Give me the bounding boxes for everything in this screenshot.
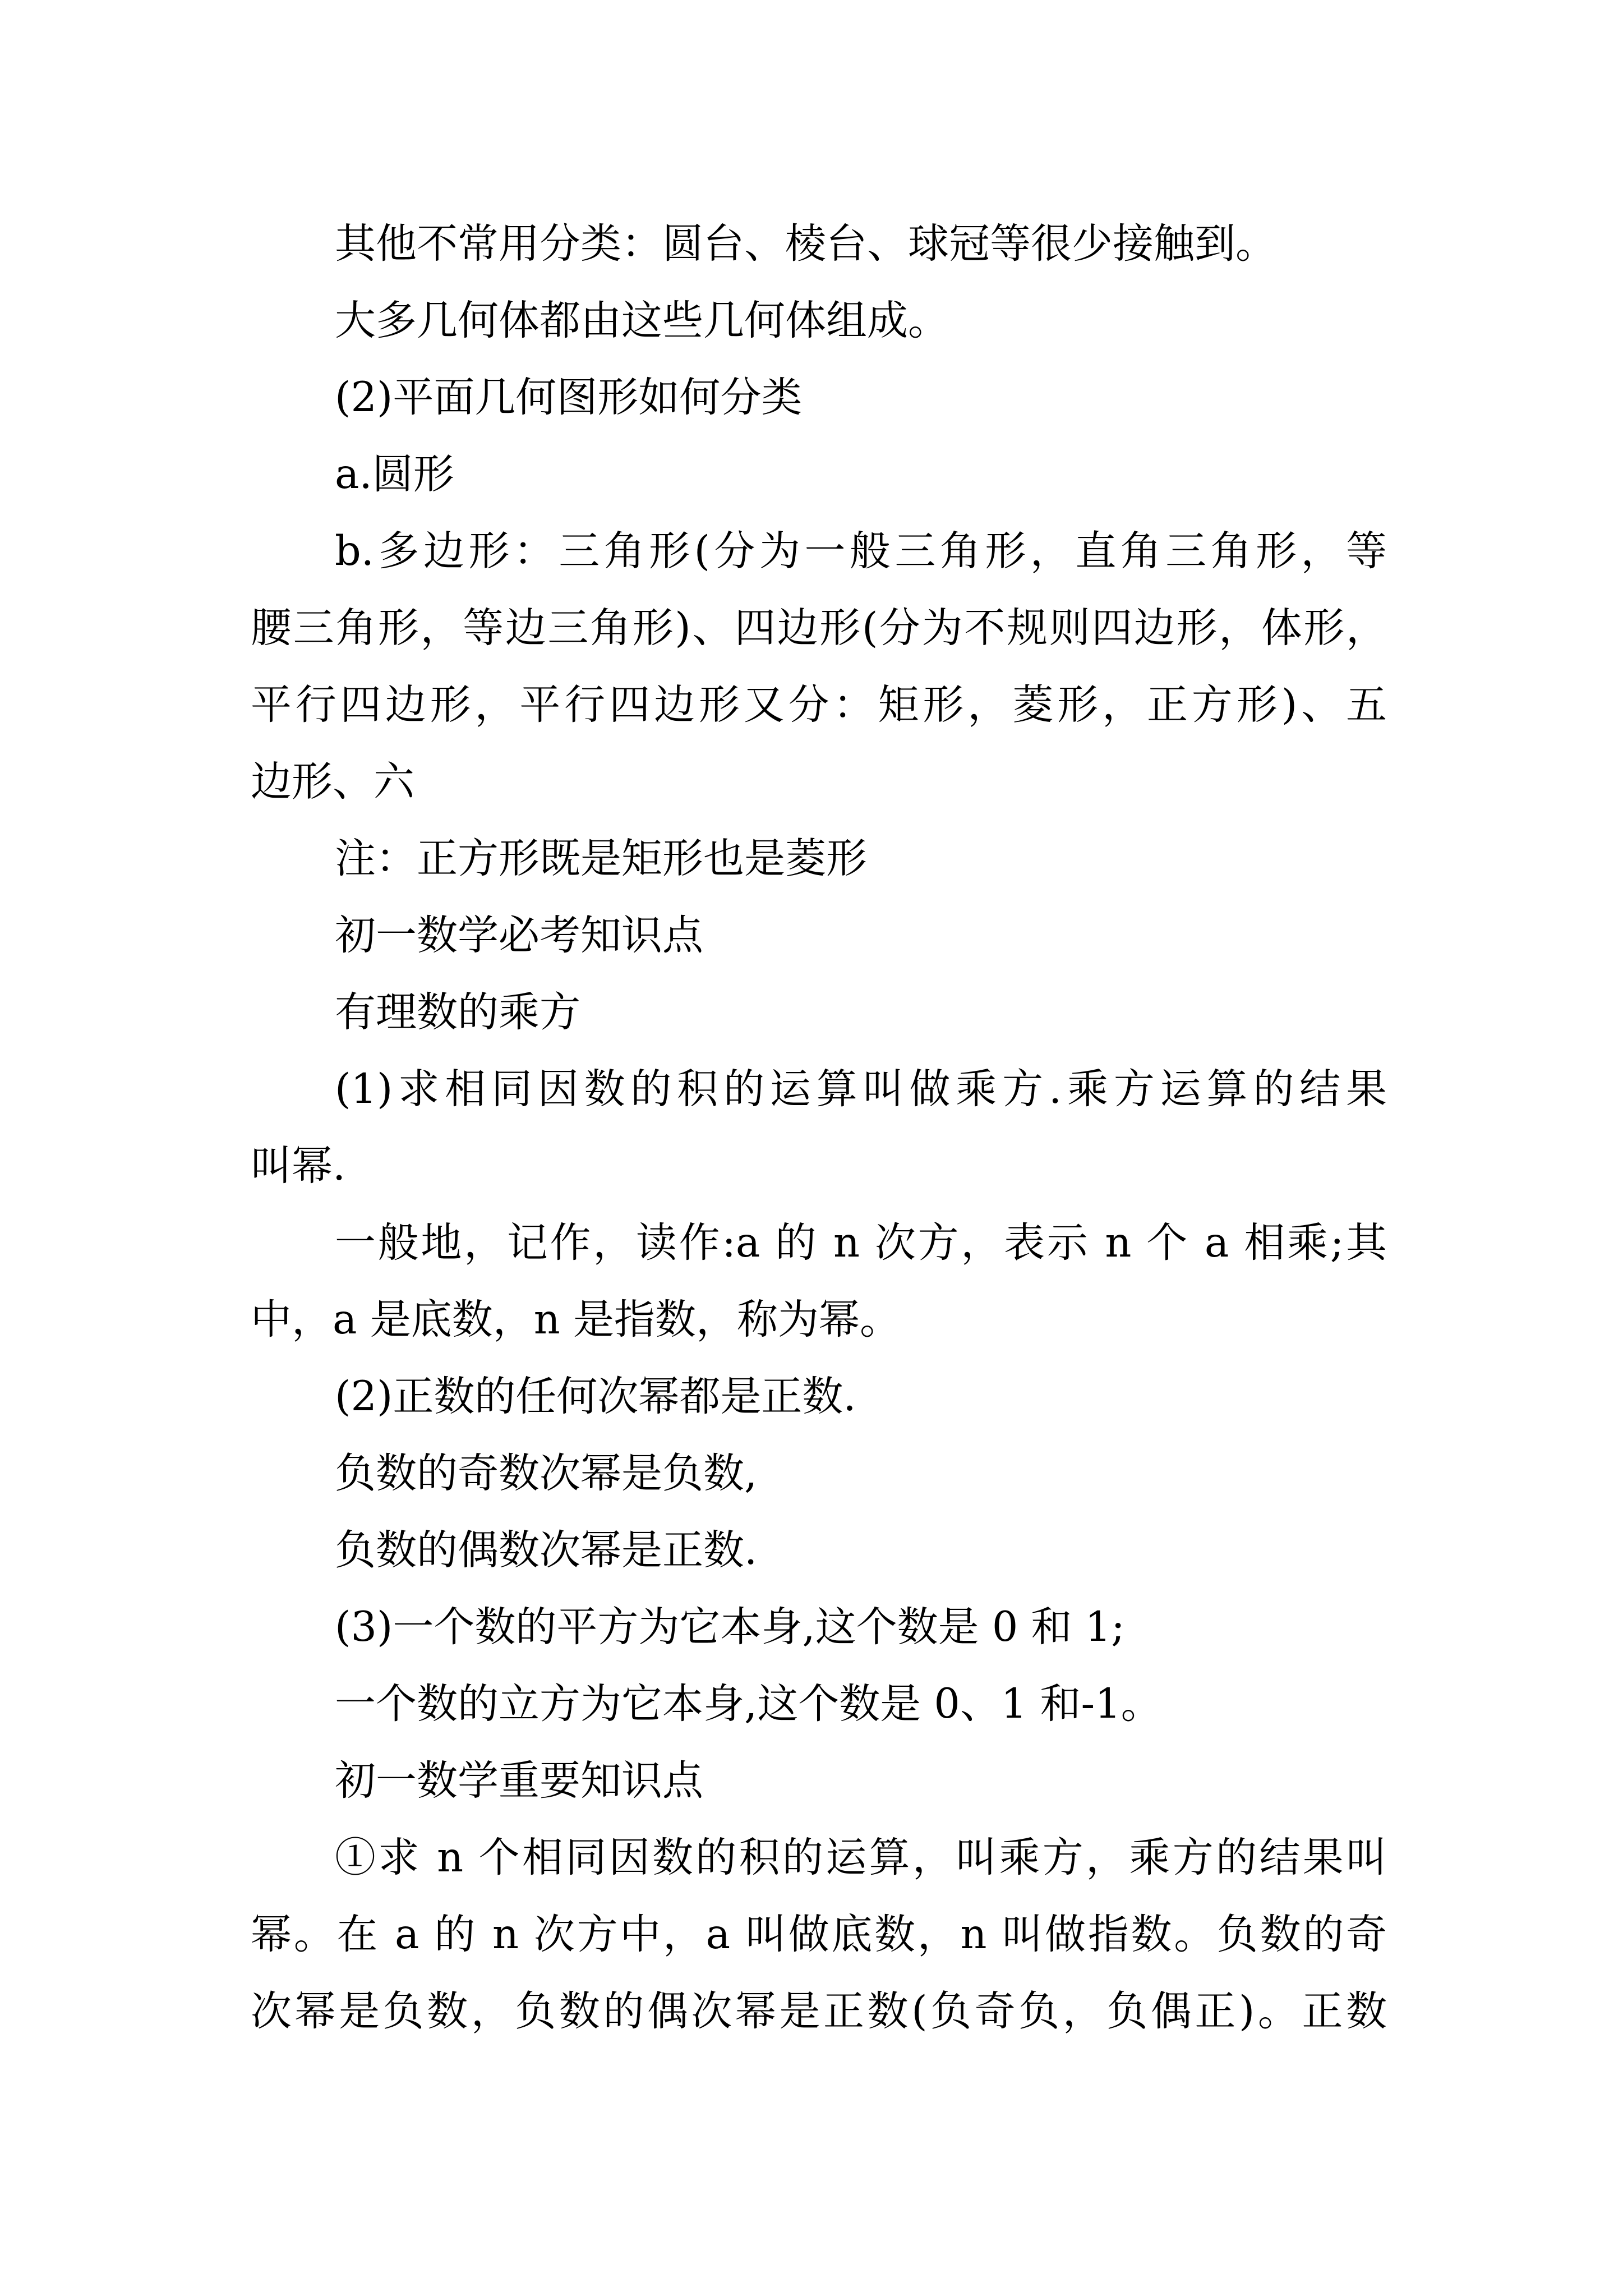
section-heading [251,897,1387,974]
text-line: 中，a 是底数，n 是指数，称为幂。 [251,1296,901,1343]
text-line: 一般地，记作，读作:a 的 n 次方，表示 n 个 a 相乘;其 [335,1219,1387,1267]
section-heading [251,1742,1387,1819]
paragraph [251,1512,1387,1589]
text-line: (2)平面几何图形如何分类 [335,374,803,421]
text-line: b.多边形：三角形(分为一般三角形，直角三角形，等 [335,527,1387,575]
paragraph [251,1358,1387,1435]
text-line: ①求 n 个相同因数的积的运算，叫乘方，乘方的结果叫 [335,1834,1387,1881]
text-line: 注：正方形既是矩形也是菱形 [335,835,867,882]
document-body [251,205,1387,2050]
subsection-heading [251,974,1387,1051]
text-line: (3)一个数的平方为它本身,这个数是 0 和 1; [335,1603,1125,1651]
text-line: 幂。在 a 的 n 次方中，a 叫做底数，n 叫做指数。负数的奇 [251,1911,1387,1958]
text-line: a.圆形 [335,450,454,498]
paragraph [251,1435,1387,1512]
text-line: 负数的奇数次幂是负数, [335,1450,758,1497]
text-line: 平行四边形，平行四边形又分：矩形，菱形，正方形)、五 [251,681,1387,729]
paragraph [251,1589,1387,1665]
paragraph [251,1051,1387,1204]
text-line: 初一数学必考知识点 [335,912,703,959]
text-line: (1)求相同因数的积的运算叫做乘方.乘方运算的结果 [335,1065,1387,1113]
text-line: 负数的偶数次幂是正数. [335,1526,758,1574]
text-line: 叫幂. [251,1142,346,1190]
text-line: 有理数的乘方 [335,988,580,1036]
text-line: 次幂是负数，负数的偶次幂是正数(负奇负，负偶正)。正数 [251,1987,1387,2035]
text-line: 边形、六 [251,758,414,806]
text-line: 大多几何体都由这些几何体组成。 [335,297,949,344]
paragraph [251,436,1387,513]
paragraph [251,1819,1387,2050]
text-line: 一个数的立方为它本身,这个数是 0、1 和-1。 [335,1680,1162,1728]
paragraph [251,282,1387,359]
paragraph [251,820,1387,897]
paragraph [251,1665,1387,1742]
paragraph [251,1204,1387,1358]
paragraph [251,205,1387,282]
text-line: 初一数学重要知识点 [335,1757,703,1805]
text-line: 腰三角形，等边三角形)、四边形(分为不规则四边形，体形， [251,604,1387,652]
text-line: (2)正数的任何次幂都是正数. [335,1373,856,1420]
text-line: 其他不常用分类：圆台、棱台、球冠等很少接触到。 [335,220,1276,268]
paragraph [251,513,1387,820]
paragraph [251,359,1387,436]
